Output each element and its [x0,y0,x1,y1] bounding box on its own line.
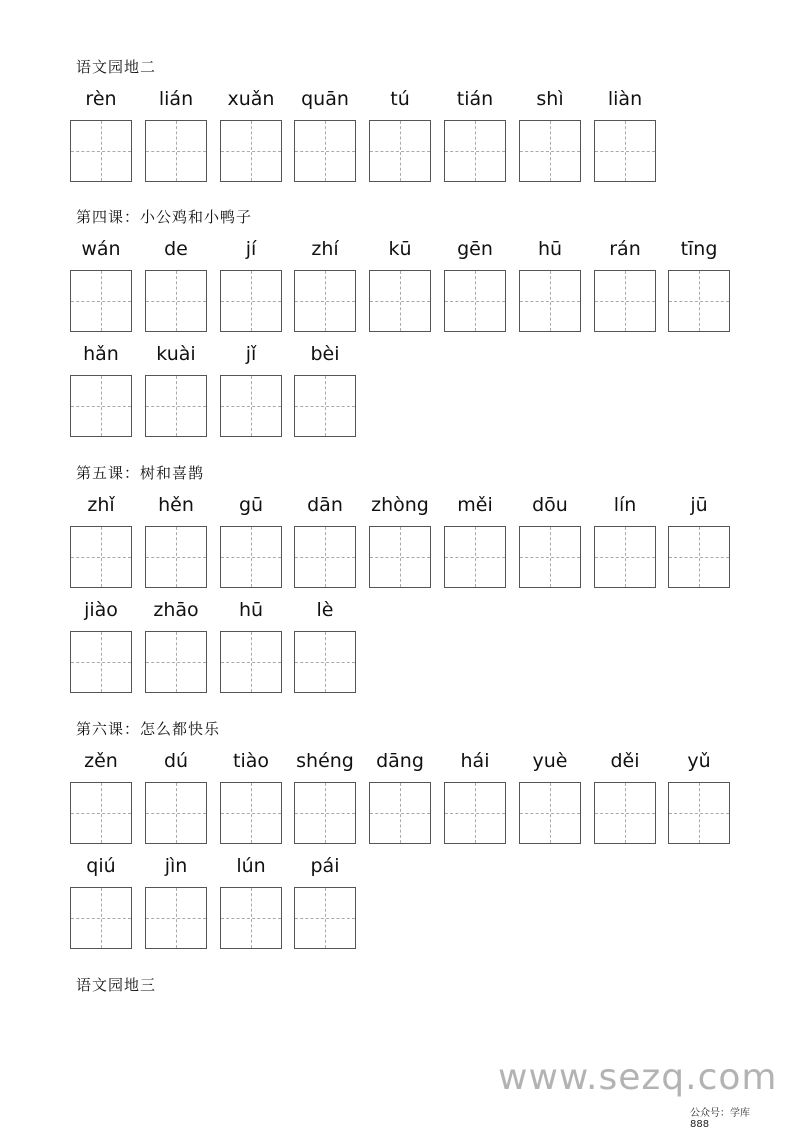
writing-box[interactable] [294,270,356,332]
writing-box[interactable] [145,270,207,332]
writing-box[interactable] [70,526,132,588]
pinyin-label: liàn [607,88,643,110]
pinyin-label: jǐ [245,343,257,365]
pinyin-label: dān [307,494,343,516]
section-heading: 第五课：树和喜鹊 [76,464,205,482]
footer-account: 公众号：学库 [690,1108,750,1119]
writing-box[interactable] [220,887,282,949]
writing-box[interactable] [220,782,282,844]
writing-box[interactable] [444,120,506,182]
pinyin-label: dāng [376,750,424,772]
pinyin-label: hū [238,599,264,621]
pinyin-label: tīng [680,238,718,260]
pinyin-label: tiào [233,750,269,772]
writing-box[interactable] [594,782,656,844]
pinyin-label: rán [609,238,641,260]
pinyin-label: zhǐ [87,494,115,516]
writing-box[interactable] [294,631,356,693]
pinyin-label: bèi [310,343,340,365]
pinyin-label: jiào [84,599,118,621]
section-heading: 第四课：小公鸡和小鸭子 [76,208,253,226]
writing-box[interactable] [70,270,132,332]
pinyin-label: shéng [296,750,354,772]
writing-box[interactable] [668,526,730,588]
pinyin-label: wán [81,238,121,260]
pinyin-label: zhí [311,238,339,260]
writing-box[interactable] [145,887,207,949]
writing-box[interactable] [294,887,356,949]
pinyin-label: hū [537,238,563,260]
writing-box[interactable] [70,631,132,693]
writing-box[interactable] [220,631,282,693]
writing-box[interactable] [668,270,730,332]
pinyin-label: lè [316,599,334,621]
page-number: 888 [690,1119,710,1130]
writing-box[interactable] [145,631,207,693]
pinyin-label: tián [456,88,494,110]
writing-box[interactable] [220,526,282,588]
pinyin-label: děi [610,750,640,772]
writing-box[interactable] [294,120,356,182]
writing-box[interactable] [444,270,506,332]
writing-box[interactable] [70,120,132,182]
watermark: www.sezq.com [498,1057,778,1098]
pinyin-label: hái [460,750,490,772]
writing-box[interactable] [369,270,431,332]
writing-box[interactable] [519,120,581,182]
pinyin-label: kū [388,238,412,260]
writing-box[interactable] [70,887,132,949]
pinyin-label: hěn [158,494,194,516]
writing-box[interactable] [668,782,730,844]
writing-box[interactable] [145,526,207,588]
writing-box[interactable] [70,782,132,844]
writing-box[interactable] [519,526,581,588]
writing-box[interactable] [444,782,506,844]
pinyin-label: xuǎn [227,88,275,110]
pinyin-label: yǔ [687,750,711,772]
writing-box[interactable] [220,375,282,437]
pinyin-label: jí [245,238,257,260]
pinyin-label: zěn [84,750,118,772]
writing-box[interactable] [444,526,506,588]
writing-box[interactable] [145,120,207,182]
pinyin-label: lún [236,855,266,877]
writing-box[interactable] [519,782,581,844]
pinyin-label: shì [536,88,564,110]
pinyin-label: jìn [164,855,188,877]
section-heading: 第六课：怎么都快乐 [76,720,221,738]
pinyin-label: yuè [532,750,568,772]
writing-box[interactable] [369,782,431,844]
writing-box[interactable] [294,526,356,588]
section-heading: 语文园地二 [76,58,157,76]
writing-box[interactable] [220,270,282,332]
writing-box[interactable] [519,270,581,332]
pinyin-label: lián [158,88,194,110]
pinyin-label: quān [301,88,349,110]
pinyin-label: zhāo [153,599,199,621]
pinyin-label: kuài [156,343,196,365]
pinyin-label: hǎn [83,343,119,365]
pinyin-label: gēn [457,238,493,260]
pinyin-label: dōu [532,494,568,516]
writing-box[interactable] [294,375,356,437]
pinyin-label: měi [457,494,493,516]
writing-box[interactable] [369,526,431,588]
pinyin-label: rèn [85,88,117,110]
pinyin-label: lín [613,494,637,516]
pinyin-label: jū [690,494,708,516]
writing-box[interactable] [145,782,207,844]
writing-box[interactable] [594,270,656,332]
pinyin-label: qiú [86,855,116,877]
writing-box[interactable] [369,120,431,182]
section-heading: 语文园地三 [76,976,157,994]
pinyin-label: pái [310,855,340,877]
writing-box[interactable] [145,375,207,437]
writing-box[interactable] [594,120,656,182]
writing-box[interactable] [70,375,132,437]
pinyin-label: de [164,238,188,260]
writing-box[interactable] [294,782,356,844]
writing-box[interactable] [220,120,282,182]
pinyin-label: zhòng [371,494,429,516]
pinyin-label: tú [390,88,410,110]
writing-box[interactable] [594,526,656,588]
pinyin-label: dú [163,750,189,772]
pinyin-label: gū [238,494,264,516]
